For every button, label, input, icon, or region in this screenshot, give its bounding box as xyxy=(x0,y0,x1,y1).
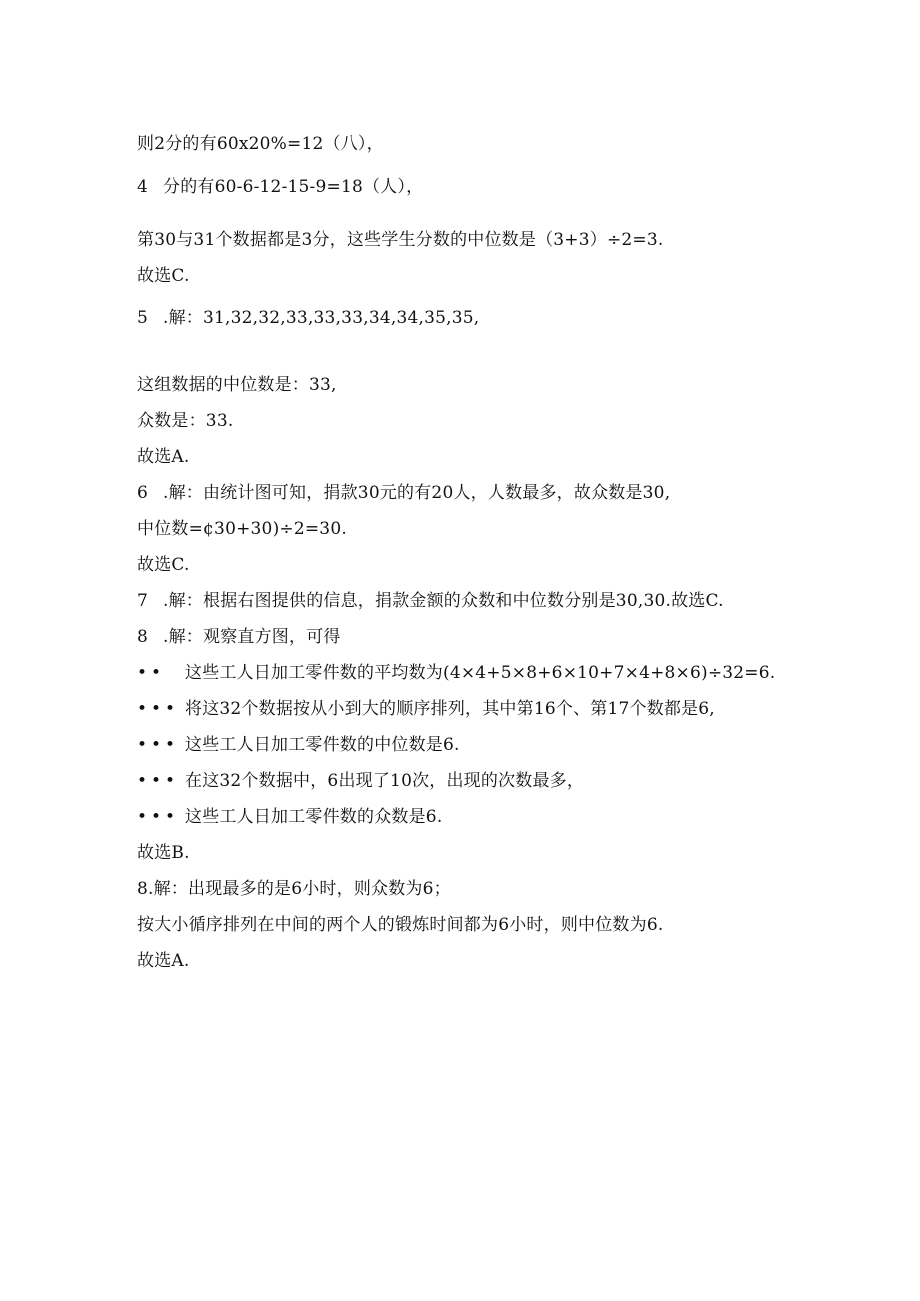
text-line: 4 分的有60-6-12-15-9=18（人）， xyxy=(137,177,424,197)
text-line: 8.解：出现最多的是6小时，则众数为6； xyxy=(137,879,451,899)
text-line: 这组数据的中位数是：33, xyxy=(137,375,337,395)
item-number: 8 xyxy=(137,627,149,647)
text-line: ••• 在这32个数据中，6出现了10次，出现的次数最多， xyxy=(137,771,585,791)
text-line: 第30与31个数据都是3分，这些学生分数的中位数是（3+3）÷2=3. xyxy=(137,230,664,250)
text-line: 故选A. xyxy=(137,951,190,971)
text-line: 众数是：33. xyxy=(137,411,234,431)
item-number: 4 xyxy=(137,177,149,197)
text-line: 故选C. xyxy=(137,266,190,286)
item-number: 7 xyxy=(137,591,149,611)
text-line: ••• 这些工人日加工零件数的中位数是6. xyxy=(137,735,460,755)
text-line: 8 .解：观察直方图，可得 xyxy=(137,627,341,647)
item-number: 5 xyxy=(137,308,149,328)
item-number: 6 xyxy=(137,483,149,503)
bullet-dots: •• xyxy=(137,663,166,683)
text-line: 7 .解：根据右图提供的信息，捐款金额的众数和中位数分别是30,30.故选C. xyxy=(137,591,724,611)
text-line: 故选C. xyxy=(137,555,190,575)
text-line: •• 这些工人日加工零件数的平均数为(4×4+5×8+6×10+7×4+8×6)÷32=6. xyxy=(137,663,776,683)
text-line: ••• 将这32个数据按从小到大的顺序排列，其中第16个、第17个数都是6, xyxy=(137,699,715,719)
text-line: 按大小循序排列在中间的两个人的锻炼时间都为6小时，则中位数为6. xyxy=(137,915,664,935)
bullet-dots: ••• xyxy=(137,807,180,827)
bullet-dots: ••• xyxy=(137,771,180,791)
text-line: 故选B. xyxy=(137,843,190,863)
text-line: 中位数=¢30+30)÷2=30. xyxy=(137,519,347,539)
text-line: 故选A. xyxy=(137,447,190,467)
text-line: 6 .解：由统计图可知，捐款30元的有20人，人数最多，故众数是30, xyxy=(137,483,671,503)
bullet-dots: ••• xyxy=(137,699,180,719)
bullet-dots: ••• xyxy=(137,735,180,755)
text-line: ••• 这些工人日加工零件数的众数是6. xyxy=(137,807,443,827)
text-line: 5 .解：31,32,32,33,33,33,34,34,35,35, xyxy=(137,308,480,328)
text-line: 则2分的有60x20%=12（八）， xyxy=(137,134,384,154)
